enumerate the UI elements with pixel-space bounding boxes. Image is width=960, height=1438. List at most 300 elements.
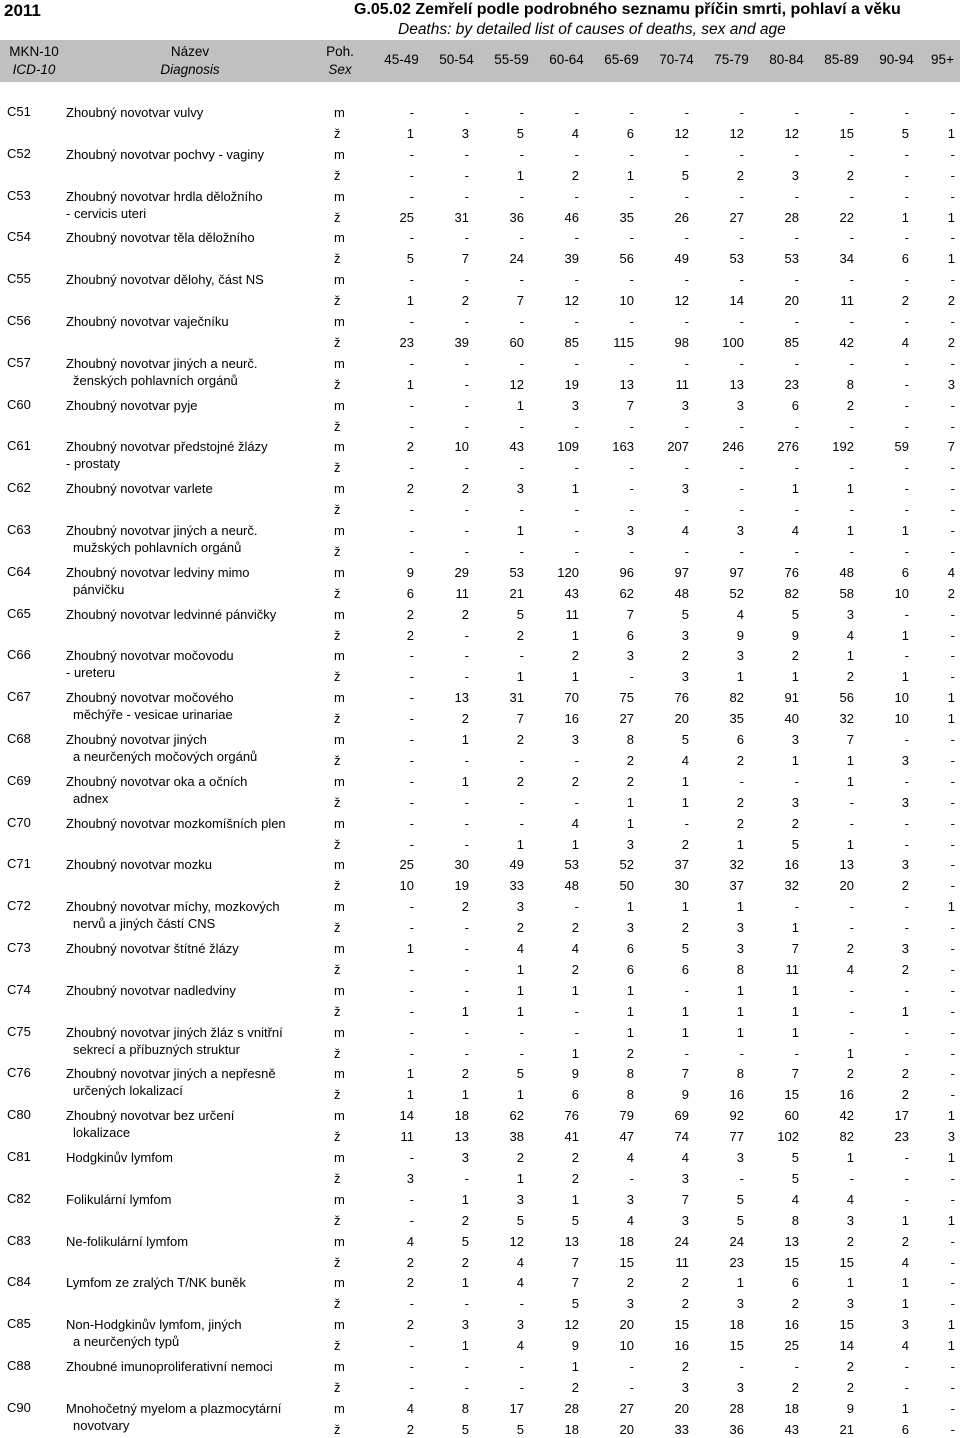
count-cell: 82 [839,1129,854,1145]
count-cell: 7 [461,251,469,267]
count-cell: 28 [729,1400,744,1416]
diagnosis-code: C68 [7,731,31,746]
sex-male-label: m [334,1317,345,1333]
count-cell: 2 [461,293,469,309]
sex-female-label: ž [334,167,341,183]
sex-male-label: m [334,1024,345,1040]
count-cell: 3 [406,1171,414,1186]
count-cell: 5 [901,126,909,141]
count-cell: 2 [406,1421,414,1437]
count-cell: 1 [791,1003,799,1019]
count-cell: 49 [674,251,689,267]
count-cell: 91 [784,690,799,706]
count-cell: 15 [839,1254,854,1270]
sex-male-label: m [334,732,345,747]
diagnosis-name: Hodgkinův lymfom [66,1150,173,1165]
diagnosis-code: C56 [7,313,31,328]
count-cell: 1 [406,293,414,309]
count-cell: 20 [619,1317,634,1333]
count-cell: 3 [736,523,744,538]
count-cell: 2 [736,794,744,810]
count-cell: 23 [399,335,414,350]
count-cell: 6 [626,627,634,643]
count-cell: - [904,460,909,476]
count-cell: 1 [846,648,854,664]
count-cell: - [629,544,634,559]
count-cell: 10 [619,1338,634,1354]
count-cell: - [950,1024,955,1040]
count-cell: - [574,355,579,371]
count-cell: - [629,146,634,162]
count-cell: 3 [736,1150,744,1165]
sex-male-label: m [334,105,345,120]
count-cell: - [950,146,955,162]
count-cell: 43 [564,585,579,601]
count-cell: 2 [406,439,414,455]
count-cell: - [684,502,689,518]
diagnosis-name: a neurčených typů [73,1334,180,1350]
count-cell: - [794,1045,799,1061]
count-cell: - [409,523,414,538]
diagnosis-name: Zhoubný novotvar předstojné žlázy [66,439,268,455]
diagnosis-name: Folikulární lymfom [66,1191,172,1207]
diagnosis-name: Zhoubný novotvar těla děložního [66,230,255,246]
count-cell: - [950,1254,955,1270]
sex-female-label: ž [334,1171,341,1186]
col-name-label-en: Diagnosis [160,62,220,77]
count-cell: 2 [406,627,414,643]
count-cell: 85 [564,335,579,350]
count-cell: - [950,1045,955,1061]
count-cell: - [950,1296,955,1312]
count-cell: - [629,272,634,288]
count-cell: 1 [626,815,634,831]
count-cell: 77 [729,1129,744,1145]
count-cell: - [904,1045,909,1061]
count-cell: - [464,794,469,810]
count-cell: 18 [784,1400,799,1416]
count-cell: 2 [846,941,854,956]
count-cell: 3 [626,1191,634,1207]
count-cell: 15 [784,1087,799,1103]
count-cell: - [629,460,634,476]
count-cell: - [629,188,634,204]
count-cell: - [904,773,909,789]
diagnosis-code: C71 [7,856,31,872]
count-cell: - [629,1171,634,1186]
count-cell: 5 [516,126,524,141]
sex-male-label: m [334,857,345,873]
count-cell: 7 [571,1254,579,1270]
count-cell: - [849,544,854,559]
count-cell: - [904,188,909,204]
diagnosis-code: C73 [7,940,31,955]
count-cell: - [904,272,909,288]
diagnosis-name: určených lokalizací [73,1083,183,1099]
sex-female-label: ž [334,962,341,977]
count-cell: 1 [571,1359,579,1374]
count-cell: 4 [516,1275,524,1291]
count-cell: - [849,982,854,998]
count-cell: 59 [894,439,909,455]
count-cell: - [574,1003,579,1019]
count-cell: 2 [571,962,579,977]
diagnosis-name: Lymfom ze zralých T/NK buněk [66,1275,246,1291]
count-cell: - [739,105,744,120]
count-cell: 15 [674,1317,689,1333]
count-cell: - [574,105,579,120]
count-cell: 2 [626,1275,634,1291]
count-cell: - [904,544,909,559]
count-cell: 109 [557,439,579,455]
count-cell: 1 [516,1087,524,1103]
count-cell: 3 [461,1317,469,1333]
count-cell: - [464,376,469,392]
count-cell: - [409,1150,414,1165]
sex-male-label: m [334,899,345,915]
count-cell: 3 [901,1317,909,1333]
count-cell: 246 [722,439,744,455]
diagnosis-name: Zhoubný novotvar močovodu [66,648,234,664]
sex-female-label: ž [334,1338,341,1354]
count-cell: - [950,481,955,497]
count-cell: - [409,1212,414,1228]
count-cell: 69 [674,1108,689,1124]
count-cell: 3 [736,920,744,936]
diagnosis-name: - ureteru [66,665,116,681]
count-cell: 16 [784,1317,799,1333]
count-cell: 1 [791,920,799,936]
count-cell: 2 [947,585,955,601]
count-cell: 1 [901,1003,909,1019]
count-cell: 2 [461,899,469,915]
count-cell: - [574,544,579,559]
count-cell: - [519,502,524,518]
sex-male-label: m [334,648,345,664]
count-cell: 22 [839,209,854,225]
count-cell: 14 [729,293,744,309]
count-cell: 1 [736,1003,744,1019]
sex-female-label: ž [334,920,341,936]
count-cell: 2 [846,397,854,413]
count-cell: 4 [846,627,854,643]
count-cell: - [794,188,799,204]
sex-male-label: m [334,564,345,580]
count-cell: - [904,167,909,183]
count-cell: - [464,188,469,204]
count-cell: - [409,732,414,747]
count-cell: - [629,1380,634,1395]
count-cell: 47 [619,1129,634,1145]
count-cell: 1 [901,1400,909,1416]
count-cell: 1 [791,753,799,768]
count-cell: 20 [674,1400,689,1416]
count-cell: - [464,1171,469,1186]
count-cell: - [794,230,799,246]
count-cell: 5 [681,732,689,747]
count-cell: 1 [736,1024,744,1040]
count-cell: 28 [564,1400,579,1416]
count-cell: 4 [736,606,744,622]
count-cell: 2 [681,1275,689,1291]
age-group-header: 75-79 [714,52,749,67]
diagnosis-code: C70 [7,814,31,830]
diagnosis-name: novotvary [73,1417,130,1433]
diagnosis-code: C83 [7,1232,31,1248]
count-cell: 52 [729,585,744,601]
count-cell: - [464,627,469,643]
count-cell: 15 [784,1254,799,1270]
count-cell: - [464,272,469,288]
count-cell: 4 [406,1400,414,1416]
count-cell: 1 [736,836,744,852]
sex-male-label: m [334,1400,345,1416]
count-cell: 43 [784,1421,799,1437]
count-cell: - [950,272,955,288]
sex-female-label: ž [334,1380,341,1395]
count-cell: 14 [399,1108,414,1124]
count-cell: 62 [509,1108,524,1124]
sex-male-label: m [334,146,345,162]
count-cell: 9 [846,1400,854,1416]
count-cell: 2 [791,1296,799,1312]
count-cell: - [904,1150,909,1165]
count-cell: - [574,523,579,538]
count-cell: 2 [516,1150,524,1165]
count-cell: 1 [947,251,955,267]
count-cell: 2 [626,773,634,789]
diagnosis-code: C90 [7,1399,31,1415]
sex-female-label: ž [334,126,341,141]
count-cell: - [409,899,414,915]
count-cell: 1 [901,209,909,225]
count-cell: 19 [564,376,579,392]
count-cell: 12 [784,126,799,141]
count-cell: 2 [901,293,909,309]
age-group-header: 80-84 [769,52,804,67]
count-cell: 56 [619,251,634,267]
diagnosis-code: C62 [7,480,31,496]
count-cell: 2 [461,1254,469,1270]
count-cell: 53 [564,857,579,873]
diagnosis-name: nervů a jiných částí CNS [73,916,216,932]
count-cell: - [950,815,955,831]
count-cell: - [904,836,909,852]
count-cell: - [904,899,909,915]
count-cell: 1 [406,376,414,392]
count-cell: - [519,1296,524,1312]
count-cell: 15 [839,1317,854,1333]
count-cell: - [904,1191,909,1207]
count-cell: 35 [729,711,744,727]
count-cell: 1 [791,669,799,685]
count-cell: - [904,732,909,747]
count-cell: 4 [571,815,579,831]
diagnosis-code: C81 [7,1149,31,1164]
count-cell: - [464,146,469,162]
sex-female-label: ž [334,1254,341,1270]
count-cell: 1 [461,1191,469,1207]
count-cell: 97 [674,564,689,580]
count-cell: 9 [406,564,414,580]
count-cell: 192 [832,439,854,455]
diagnosis-name: Zhoubný novotvar jiných a neurč. [66,523,258,538]
count-cell: - [519,1045,524,1061]
diagnosis-code: C67 [7,689,31,705]
count-cell: 36 [509,209,524,225]
count-cell: - [950,355,955,371]
count-cell: 1 [947,1212,955,1228]
count-cell: 1 [901,669,909,685]
count-cell: - [519,146,524,162]
count-cell: 33 [509,878,524,894]
count-cell: - [574,272,579,288]
count-cell: - [629,314,634,329]
count-cell: - [794,460,799,476]
count-cell: 37 [729,878,744,894]
count-cell: 29 [454,564,469,580]
count-cell: 1 [846,1275,854,1291]
count-cell: 42 [839,1108,854,1124]
count-cell: - [519,648,524,664]
count-cell: - [464,836,469,852]
count-cell: - [849,920,854,936]
count-cell: 1 [461,773,469,789]
count-cell: 1 [571,1191,579,1207]
count-cell: - [904,418,909,434]
diagnosis-name: Zhoubný novotvar pochvy - vaginy [66,146,264,162]
diagnosis-name: Zhoubný novotvar nadledviny [66,982,236,998]
count-cell: 1 [571,481,579,497]
count-cell: 115 [613,335,634,350]
count-cell: 3 [846,1212,854,1228]
count-cell: - [684,105,689,120]
count-cell: 2 [846,1066,854,1082]
diagnosis-name: Zhoubný novotvar jiných žláz s vnitřní [66,1024,283,1040]
count-cell: 1 [947,1338,955,1354]
sex-male-label: m [334,773,345,789]
count-cell: - [950,314,955,329]
count-cell: 1 [571,1045,579,1061]
count-cell: 1 [947,209,955,225]
count-cell: - [950,1191,955,1207]
diagnosis-name: Zhoubný novotvar pyje [66,397,198,413]
count-cell: 2 [681,1296,689,1312]
count-cell: 62 [619,585,634,601]
count-cell: 82 [784,585,799,601]
count-cell: - [409,1338,414,1354]
count-cell: 32 [784,878,799,894]
count-cell: 18 [729,1317,744,1333]
count-cell: 32 [729,857,744,873]
count-cell: - [409,711,414,727]
count-cell: 1 [626,899,634,915]
count-cell: 4 [791,523,799,538]
count-cell: 5 [571,1212,579,1228]
diagnosis-code: C64 [7,563,31,579]
count-cell: 12 [564,1317,579,1333]
count-cell: 3 [681,627,689,643]
count-cell: 102 [777,1129,799,1145]
count-cell: 4 [901,1338,909,1354]
count-cell: 20 [784,293,799,309]
count-cell: 49 [509,857,524,873]
count-cell: - [519,753,524,768]
sex-male-label: m [334,1150,345,1165]
count-cell: 39 [454,335,469,350]
sex-male-label: m [334,481,345,497]
count-cell: 5 [791,1150,799,1165]
count-cell: 14 [839,1338,854,1354]
count-cell: 1 [846,836,854,852]
count-cell: 46 [564,209,579,225]
count-cell: - [849,272,854,288]
count-cell: 1 [681,773,689,789]
sex-female-label: ž [334,836,341,852]
diagnosis-code: C85 [7,1316,31,1332]
count-cell: 2 [571,648,579,664]
count-cell: - [739,188,744,204]
count-cell: 27 [619,1400,634,1416]
count-cell: 82 [729,690,744,706]
count-cell: 1 [791,481,799,497]
count-cell: 13 [784,1233,799,1249]
count-cell: 2 [461,1212,469,1228]
diagnosis-code: C76 [7,1065,31,1081]
count-cell: 2 [626,1045,634,1061]
count-cell: 24 [674,1233,689,1249]
count-cell: 1 [571,982,579,998]
count-cell: - [464,920,469,936]
count-cell: - [409,314,414,329]
count-cell: 15 [729,1338,744,1354]
count-cell: - [950,606,955,622]
count-cell: 2 [516,920,524,936]
count-cell: - [684,188,689,204]
count-cell: - [519,1380,524,1395]
sex-female-label: ž [334,293,341,309]
count-cell: - [849,899,854,915]
count-cell: 1 [846,773,854,789]
diagnosis-name: - cervicis uteri [66,205,147,221]
count-cell: 16 [839,1087,854,1103]
count-cell: 48 [839,564,854,580]
count-cell: - [794,773,799,789]
count-cell: 1 [901,1296,909,1312]
age-group-header: 95+ [931,52,954,67]
sex-female-label: ž [334,1212,341,1228]
count-cell: 1 [947,690,955,706]
count-cell: 2 [901,962,909,977]
count-cell: 6 [681,962,689,977]
count-cell: 53 [509,564,524,580]
sex-male-label: m [334,1066,345,1082]
count-cell: 4 [846,962,854,977]
count-cell: - [684,1045,689,1061]
count-cell: 2 [406,606,414,622]
count-cell: 3 [516,1317,524,1333]
count-cell: - [950,502,955,518]
sex-female-label: ž [334,1087,341,1103]
count-cell: 3 [626,523,634,538]
count-cell: 5 [736,1191,744,1207]
count-cell: 5 [461,1421,469,1437]
count-cell: 2 [571,773,579,789]
count-cell: 5 [791,606,799,622]
count-cell: - [409,1024,414,1040]
count-cell: 1 [947,126,955,141]
count-cell: 4 [516,1254,524,1270]
